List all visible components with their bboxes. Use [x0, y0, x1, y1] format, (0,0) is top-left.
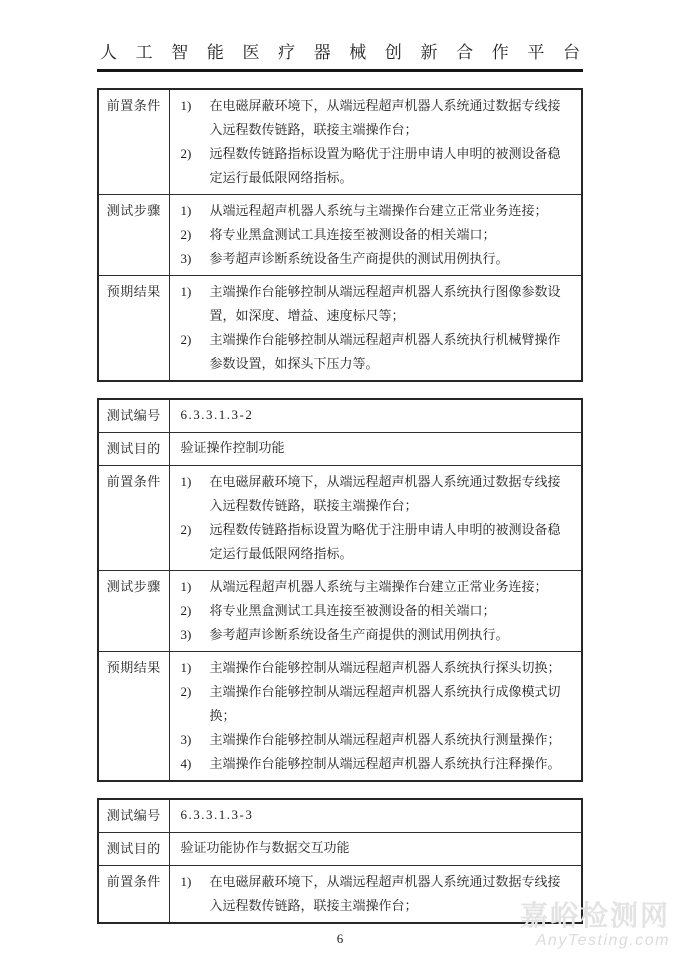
row-label-preconditions: 前置条件 [98, 866, 169, 924]
item-number: 1) [180, 874, 192, 889]
item-number: 4) [180, 756, 192, 771]
test-purpose-value: 验证功能协作与数据交互功能 [169, 833, 582, 866]
row-label-test-id: 测试编号 [98, 799, 169, 833]
list-item [181, 199, 573, 223]
row-label-expected-results: 预期结果 [98, 276, 169, 382]
test-id-value: 6.3.3.1.3-3 [169, 799, 582, 833]
item-number: 2) [180, 603, 192, 618]
table-row-test-steps [98, 195, 582, 276]
row-label-preconditions: 前置条件 [98, 466, 169, 571]
row-label-test-steps: 测试步骤 [98, 195, 169, 276]
item-text: 主端操作台能够控制从端远程超声机器人系统执行成像模式切换； [209, 684, 561, 723]
item-text: 在电磁屏蔽环境下，从端远程超声机器人系统通过数据专线接入远程数传链路，联接主端操作台； [209, 474, 561, 513]
row-label-test-id: 测试编号 [98, 399, 169, 433]
row-label-expected-results: 预期结果 [98, 652, 169, 782]
item-number: 1) [180, 579, 192, 594]
item-text: 从端远程超声机器人系统与主端操作台建立正常业务连接； [209, 579, 548, 594]
item-text: 将专业黑盒测试工具连接至被测设备的相关端口； [209, 603, 496, 618]
test-case-table-2 [97, 398, 583, 782]
item-text: 将专业黑盒测试工具连接至被测设备的相关端口； [209, 227, 496, 242]
table-row-test-purpose [98, 833, 582, 866]
item-number: 1) [180, 98, 192, 113]
test-purpose-value: 验证操作控制功能 [169, 433, 582, 466]
table-row-preconditions [98, 466, 582, 571]
item-text: 主端操作台能够控制从端远程超声机器人系统执行测量操作； [209, 732, 561, 747]
item-number: 3) [180, 627, 192, 642]
row-value-expected-results [169, 276, 582, 382]
item-number: 2) [180, 522, 192, 537]
list-item [181, 575, 573, 599]
list-item [181, 680, 573, 728]
watermark-brand: 嘉峪检测网 [519, 900, 670, 931]
table-row-test-id [98, 799, 582, 833]
item-text: 在电磁屏蔽环境下，从端远程超声机器人系统通过数据专线接入远程数传链路，联接主端操作台； [209, 98, 561, 137]
list-item [181, 518, 573, 566]
item-number: 1) [180, 474, 192, 489]
watermark [520, 901, 670, 950]
list-item [181, 142, 573, 190]
list-item [181, 280, 573, 328]
item-text: 主端操作台能够控制从端远程超声机器人系统执行图像参数设置，如深度、增益、速度标尺等； [209, 284, 561, 323]
item-number: 3) [180, 732, 192, 747]
list-item [181, 223, 573, 247]
list-item [181, 656, 573, 680]
item-text: 从端远程超声机器人系统与主端操作台建立正常业务连接； [209, 203, 548, 218]
item-text: 主端操作台能够控制从端远程超声机器人系统执行注释操作。 [209, 756, 561, 771]
item-number: 1) [180, 284, 192, 299]
list-item [181, 728, 573, 752]
item-number: 3) [180, 251, 192, 266]
list-item [181, 470, 573, 518]
item-text: 远程数传链路指标设置为略优于注册申请人申明的被测设备稳定运行最低限网络指标。 [209, 522, 561, 561]
row-value-preconditions [169, 466, 582, 571]
table-row-test-steps [98, 571, 582, 652]
list-item [181, 599, 573, 623]
table-row-preconditions [98, 866, 582, 924]
row-value-test-steps [169, 571, 582, 652]
row-label-test-purpose: 测试目的 [98, 433, 169, 466]
header-title: 人工智能医疗器械创新合作平台 [100, 43, 580, 62]
item-number: 2) [180, 146, 192, 161]
item-text: 远程数传链路指标设置为略优于注册申请人申明的被测设备稳定运行最低限网络指标。 [209, 146, 561, 185]
item-text: 参考超声诊断系统设备生产商提供的测试用例执行。 [209, 251, 509, 266]
row-label-preconditions: 前置条件 [98, 89, 169, 195]
row-label-test-purpose: 测试目的 [98, 833, 169, 866]
page-content [97, 0, 583, 947]
table-row-preconditions [98, 89, 582, 195]
page-header [97, 42, 583, 72]
page-number: 6 [336, 931, 344, 946]
watermark-site: AnyTesting.com [535, 932, 670, 949]
item-text: 在电磁屏蔽环境下，从端远程超声机器人系统通过数据专线接入远程数传链路，联接主端操作台； [209, 874, 561, 913]
item-number: 1) [180, 203, 192, 218]
test-case-table-3 [97, 798, 583, 924]
table-row-test-id [98, 399, 582, 433]
list-item [181, 328, 573, 376]
row-value-expected-results [169, 652, 582, 782]
item-text: 参考超声诊断系统设备生产商提供的测试用例执行。 [209, 627, 509, 642]
item-text: 主端操作台能够控制从端远程超声机器人系统执行探头切换； [209, 660, 561, 675]
list-item [181, 247, 573, 271]
item-text: 主端操作台能够控制从端远程超声机器人系统执行机械臂操作参数设置，如探头下压力等。 [209, 332, 561, 371]
item-number: 2) [180, 332, 192, 347]
row-value-test-steps [169, 195, 582, 276]
table-row-expected-results [98, 652, 582, 782]
list-item [181, 623, 573, 647]
item-number: 2) [180, 684, 192, 699]
row-value-preconditions [169, 89, 582, 195]
item-number: 1) [180, 660, 192, 675]
table-row-test-purpose [98, 433, 582, 466]
row-label-test-steps: 测试步骤 [98, 571, 169, 652]
item-number: 2) [180, 227, 192, 242]
list-item [181, 870, 573, 918]
list-item [181, 94, 573, 142]
test-case-table-1 [97, 88, 583, 382]
table-row-expected-results [98, 276, 582, 382]
test-id-value: 6.3.3.1.3-2 [169, 399, 582, 433]
list-item [181, 752, 573, 776]
